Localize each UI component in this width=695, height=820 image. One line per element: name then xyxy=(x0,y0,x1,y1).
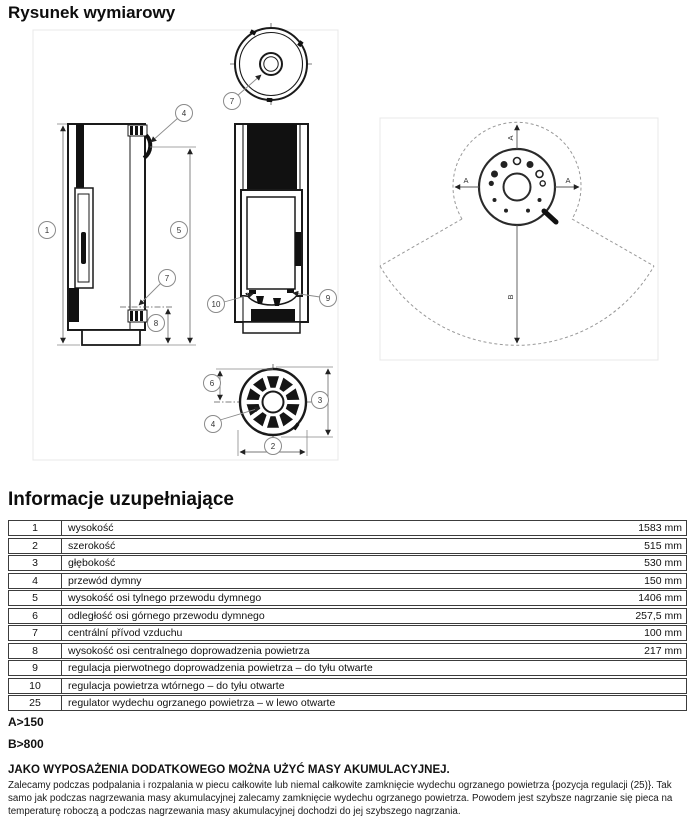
clearance-note-b: B>800 xyxy=(8,737,44,751)
page-title: Rysunek wymiarowy xyxy=(8,3,176,22)
table-row xyxy=(8,643,687,659)
section-title: Informacje uzupełniające xyxy=(8,489,234,510)
clearance-note-a: A>150 xyxy=(8,715,44,729)
table-row xyxy=(8,590,687,606)
row-description: odległość osi górnego przewodu dymnego xyxy=(68,609,265,622)
balloon xyxy=(171,222,188,239)
row-number: 3 xyxy=(9,556,62,570)
svg-text:3: 3 xyxy=(317,395,323,405)
balloon xyxy=(265,438,282,455)
row-value: 100 mm xyxy=(644,627,682,639)
balloon xyxy=(176,105,193,122)
row-description: szerokość xyxy=(68,539,116,552)
svg-text:5: 5 xyxy=(176,225,182,235)
table-row xyxy=(8,695,687,711)
svg-text:9: 9 xyxy=(325,293,331,303)
door-handle xyxy=(81,232,86,264)
svg-text:1: 1 xyxy=(44,225,50,235)
row-value: 257,5 mm xyxy=(635,609,682,622)
balloon xyxy=(312,392,329,409)
row-description: wysokość osi tylnego przewodu dymnego xyxy=(68,592,262,604)
svg-text:6: 6 xyxy=(209,378,215,388)
clearance-label-a-left: A xyxy=(463,176,469,185)
row-value: 150 mm xyxy=(644,574,682,587)
svg-text:8: 8 xyxy=(153,318,159,328)
balloon xyxy=(205,416,222,433)
notes-section xyxy=(8,716,687,818)
row-value: 530 mm xyxy=(644,557,682,569)
balloon xyxy=(159,270,176,287)
row-value xyxy=(682,679,686,693)
row-number: 10 xyxy=(9,679,62,693)
table-row xyxy=(8,608,687,624)
table-row xyxy=(8,660,687,676)
balloon xyxy=(39,222,56,239)
row-number: 1 xyxy=(9,521,62,535)
table-row xyxy=(8,555,687,571)
row-value: 515 mm xyxy=(644,539,682,552)
table-row xyxy=(8,520,687,536)
row-description: wysokość xyxy=(68,522,114,534)
row-description: regulacja pierwotnego doprowadzenia powietrza – do tyłu otwarte xyxy=(68,662,373,674)
row-description: przewód dymny xyxy=(68,574,142,587)
row-description: centrální přívod vzduchu xyxy=(68,627,183,639)
balloon xyxy=(208,296,225,313)
clearance-label-a-top: A xyxy=(506,135,515,141)
row-number: 6 xyxy=(9,609,62,623)
row-description: regulacja powietrza wtórnego – do tyłu otwarte xyxy=(68,679,285,692)
row-number: 8 xyxy=(9,644,62,658)
door-handle xyxy=(295,232,301,266)
svg-text:4: 4 xyxy=(210,419,216,429)
row-value: 1583 mm xyxy=(638,522,682,534)
door-glass xyxy=(247,197,295,289)
row-description: regulator wydechu ogrzanego powietrza – w lewo otwarte xyxy=(68,697,336,709)
row-value xyxy=(682,661,686,675)
spec-table xyxy=(8,520,687,713)
svg-text:4: 4 xyxy=(181,108,187,118)
svg-text:10: 10 xyxy=(211,299,221,309)
row-number: 4 xyxy=(9,574,62,588)
table-row xyxy=(8,625,687,641)
row-number: 9 xyxy=(9,661,62,675)
table-row xyxy=(8,573,687,589)
balloon xyxy=(224,93,241,110)
row-number: 7 xyxy=(9,626,62,640)
svg-text:7: 7 xyxy=(229,96,235,106)
row-value: 217 mm xyxy=(644,644,682,657)
balloon xyxy=(148,315,165,332)
clearance-label-b: B xyxy=(506,294,515,300)
row-description: głębokość xyxy=(68,557,116,569)
svg-text:7: 7 xyxy=(164,273,170,283)
balloon xyxy=(320,290,337,307)
row-value: 1406 mm xyxy=(638,592,682,604)
usage-recommendation-paragraph: Zalecamy podczas podpalania i rozpalania w piecu całkowite lub niemal całkowite zamknięcie wydechu ogrzanego powietrza {pozycja regulacji (25)}. Tak samo jak podczas nagrzewania masy akumulacyjnej zalecamy zamknięcie wydechu ogrzanego powietrza. Powodem jest szybsze nagrzanie się pieca na temperaturę roboczą a podczas nagrzewania masy akumulacyjnej dochodzi do jej szybszego nagrzania. xyxy=(8,780,673,817)
balloon xyxy=(204,375,221,392)
table-row xyxy=(8,538,687,554)
svg-text:2: 2 xyxy=(270,441,276,451)
clearance-label-a-right: A xyxy=(565,176,571,185)
table-row xyxy=(8,678,687,694)
accumulation-mass-heading: JAKO WYPOSAŻENIA DODATKOWEGO MOŻNA UŻYĆ MASY AKUMULACYJNEJ. xyxy=(8,764,450,776)
row-value xyxy=(682,696,686,710)
row-description: wysokość osi centralnego doprowadzenia powietrza xyxy=(68,644,310,657)
row-number: 5 xyxy=(9,591,62,605)
row-number: 2 xyxy=(9,539,62,553)
row-number: 25 xyxy=(9,696,62,710)
